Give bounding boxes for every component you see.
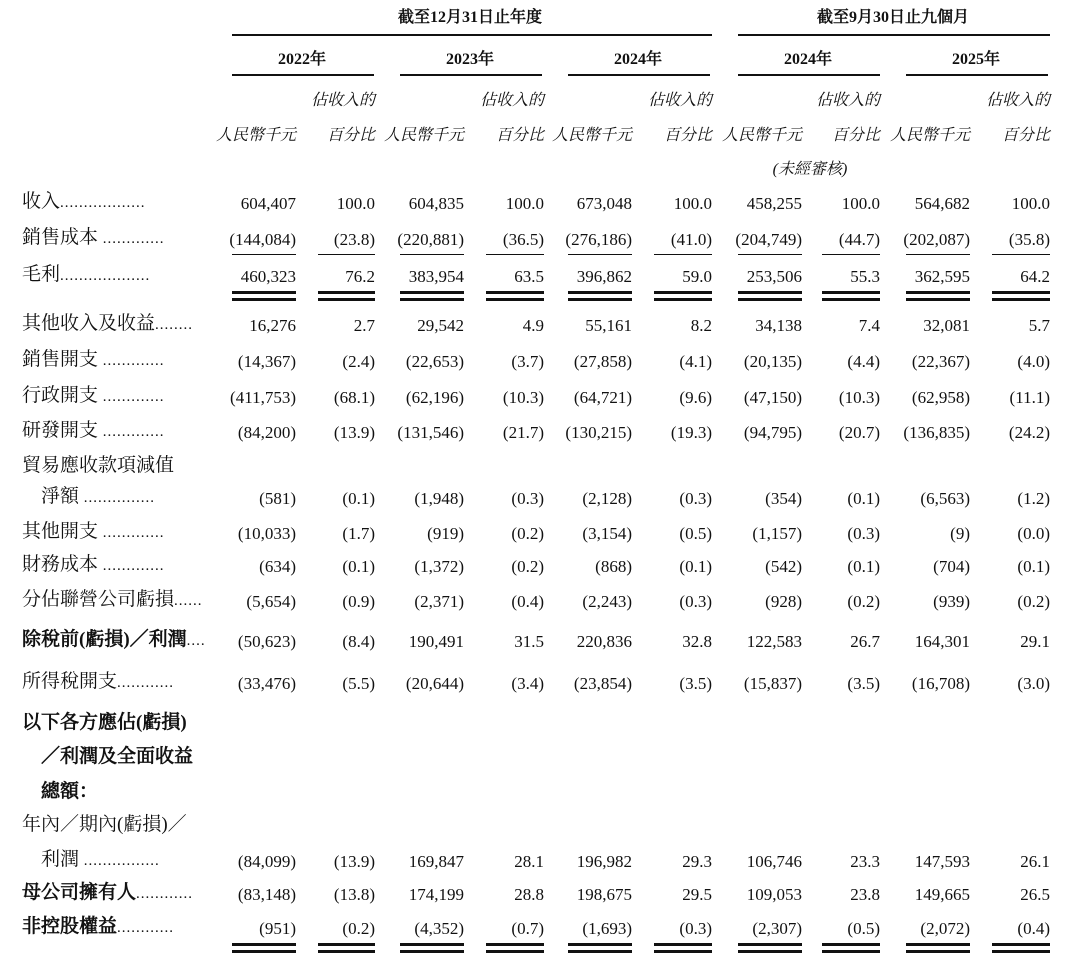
double-rule-top (992, 291, 1050, 294)
cell-value: (62,958) (911, 388, 970, 407)
cell-value: 16,276 (249, 316, 296, 335)
cell-value: (0.5) (679, 524, 712, 543)
cell-value: (2,243) (582, 592, 632, 611)
cell-value: 64.2 (1020, 267, 1050, 286)
double-rule-bottom (568, 298, 632, 301)
cell-value: (0.1) (342, 557, 375, 576)
group-rule-annual (232, 34, 712, 36)
row-label-text: 毛利 (22, 264, 61, 285)
row-label-text: 母公司擁有人 (22, 882, 137, 903)
cell-value: (41.0) (670, 230, 712, 249)
double-rule-top (822, 943, 880, 946)
row-label (22, 350, 165, 369)
double-rule-top (318, 943, 375, 946)
row-label-text: 銷售開支 (22, 349, 99, 370)
row-label-text: 貿易應收款項減值 (22, 455, 175, 476)
cell-value: 76.2 (345, 267, 375, 286)
cell-value: (10.3) (838, 388, 880, 407)
double-rule-top (568, 291, 632, 294)
cell-value: (3.5) (847, 674, 880, 693)
cell-value: (0.3) (847, 524, 880, 543)
year-rule (906, 74, 1048, 76)
pct-label-line1: 佔收入的 (815, 92, 880, 109)
row-label (22, 522, 165, 541)
cell-value: 5.7 (1028, 316, 1050, 335)
cell-value: (62,196) (405, 388, 464, 407)
row-label-text: 收入 (22, 191, 61, 212)
cell-value: (0.2) (342, 919, 375, 938)
row-label-text: ／利潤及全面收益 (22, 746, 194, 767)
cell-value: (3.7) (511, 352, 544, 371)
row-label (22, 747, 193, 766)
cell-value: (1.2) (1017, 489, 1050, 508)
pct-label-line2: 百分比 (495, 127, 544, 144)
double-rule-bottom (906, 298, 970, 301)
double-rule-top (654, 943, 712, 946)
double-rule-top (822, 291, 880, 294)
cell-value: (35.8) (1008, 230, 1050, 249)
pct-label-line1: 佔收入的 (985, 92, 1050, 109)
cell-value: 604,835 (408, 194, 464, 213)
cell-value: 604,407 (240, 194, 296, 213)
cell-value: 2.7 (353, 316, 375, 335)
year-rule (568, 74, 710, 76)
cell-value: 32.8 (682, 632, 712, 651)
double-rule-bottom (822, 950, 880, 953)
double-rule-top (906, 291, 970, 294)
cell-value: (27,858) (573, 352, 632, 371)
leader-dots: ........ (155, 317, 194, 333)
leader-dots: ............. (98, 231, 165, 247)
cell-value: 673,048 (576, 194, 632, 213)
row-label-text: 利潤 (22, 849, 80, 870)
year-header: 2025年 (951, 51, 1000, 68)
cell-value: (0.9) (342, 592, 375, 611)
leader-dots: ............ (117, 920, 175, 936)
cell-value: (94,795) (743, 423, 802, 442)
cell-value: (2,371) (414, 592, 464, 611)
leader-dots: .................. (60, 195, 146, 211)
pct-label-line2: 百分比 (1001, 127, 1050, 144)
row-label (22, 228, 165, 247)
cell-value: (11.1) (1009, 388, 1050, 407)
subtotal-rule (654, 254, 712, 255)
double-rule-bottom (654, 298, 712, 301)
cell-value: 109,053 (746, 885, 802, 904)
cell-value: (202,087) (903, 230, 970, 249)
amt-label: 人民幣千元 (383, 127, 464, 144)
cell-value: (0.3) (511, 489, 544, 508)
year-header: 2022年 (277, 51, 326, 68)
cell-value: (411,753) (230, 388, 296, 407)
subtotal-rule (400, 254, 464, 255)
double-rule-bottom (232, 950, 296, 953)
row-label-text: 行政開支 (22, 385, 99, 406)
row-label (22, 314, 193, 333)
cell-value: 198,675 (576, 885, 632, 904)
cell-value: (542) (765, 557, 802, 576)
row-label (22, 456, 174, 475)
double-rule-top (486, 291, 544, 294)
cell-value: (1.7) (342, 524, 375, 543)
cell-value: (4,352) (414, 919, 464, 938)
cell-value: (0.1) (342, 489, 375, 508)
cell-value: (20,644) (405, 674, 464, 693)
cell-value: (22,653) (405, 352, 464, 371)
cell-value: (22,367) (911, 352, 970, 371)
amt-label: 人民幣千元 (889, 127, 970, 144)
subtotal-rule (992, 254, 1050, 255)
cell-value: 4.9 (522, 316, 544, 335)
leader-dots: ............. (98, 389, 165, 405)
row-label (22, 850, 160, 869)
cell-value: (19.3) (670, 423, 712, 442)
cell-value: (23,854) (573, 674, 632, 693)
year-header: 2023年 (445, 51, 494, 68)
double-rule-top (906, 943, 970, 946)
subtotal-rule (486, 254, 544, 255)
cell-value: (0.5) (847, 919, 880, 938)
leader-dots: ............ (136, 886, 194, 902)
cell-value: 100.0 (336, 194, 375, 213)
cell-value: 26.5 (1020, 885, 1050, 904)
leader-dots: ............. (98, 558, 165, 574)
row-label (22, 672, 174, 691)
cell-value: 23.3 (850, 852, 880, 871)
cell-value: 63.5 (514, 267, 544, 286)
cell-value: 396,862 (576, 267, 632, 286)
amt-label: 人民幣千元 (721, 127, 802, 144)
cell-value: (0.1) (847, 489, 880, 508)
year-header: 2024年 (613, 51, 662, 68)
pct-label-line1: 佔收入的 (310, 92, 375, 109)
cell-value: (928) (765, 592, 802, 611)
unaudited-note: (未經審核) (772, 161, 848, 178)
cell-value: 122,583 (746, 632, 802, 651)
double-rule-bottom (906, 950, 970, 953)
double-rule-top (400, 291, 464, 294)
cell-value: (64,721) (573, 388, 632, 407)
subtotal-rule (232, 254, 296, 255)
cell-value: (20,135) (743, 352, 802, 371)
cell-value: 100.0 (1011, 194, 1050, 213)
cell-value: (204,749) (735, 230, 802, 249)
cell-value: (4.4) (847, 352, 880, 371)
double-rule-bottom (992, 950, 1050, 953)
double-rule-bottom (232, 298, 296, 301)
cell-value: (3.0) (1017, 674, 1050, 693)
double-rule-bottom (654, 950, 712, 953)
row-label-text: 所得稅開支 (22, 671, 118, 692)
cell-value: (8.4) (342, 632, 375, 651)
cell-value: (704) (933, 557, 970, 576)
cell-value: (13.9) (333, 852, 375, 871)
cell-value: (0.2) (511, 524, 544, 543)
row-label (22, 917, 174, 936)
cell-value: (15,837) (743, 674, 802, 693)
double-rule-top (738, 291, 802, 294)
cell-value: (1,157) (752, 524, 802, 543)
cell-value: (276,186) (565, 230, 632, 249)
cell-value: 29.1 (1020, 632, 1050, 651)
leader-dots: ...... (174, 593, 203, 609)
leader-dots: .... (186, 633, 206, 649)
double-rule-top (738, 943, 802, 946)
cell-value: 31.5 (514, 632, 544, 651)
cell-value: (0.1) (679, 557, 712, 576)
year-rule (738, 74, 880, 76)
cell-value: 32,081 (923, 316, 970, 335)
double-rule-top (232, 291, 296, 294)
cell-value: 28.1 (514, 852, 544, 871)
cell-value: (44.7) (838, 230, 880, 249)
cell-value: 26.1 (1020, 852, 1050, 871)
leader-dots: ............. (98, 525, 165, 541)
year-rule (400, 74, 542, 76)
group-header-interim: 截至9月30日止九個月 (816, 9, 969, 26)
cell-value: (0.3) (679, 489, 712, 508)
cell-value: 23.8 (850, 885, 880, 904)
cell-value: 26.7 (850, 632, 880, 651)
row-label (22, 386, 165, 405)
cell-value: (5.5) (342, 674, 375, 693)
cell-value: (1,693) (582, 919, 632, 938)
cell-value: (2,307) (752, 919, 802, 938)
cell-value: (23.8) (333, 230, 375, 249)
row-label-text: 以下各方應佔(虧損) (22, 712, 187, 733)
cell-value: 106,746 (746, 852, 802, 871)
amt-label: 人民幣千元 (215, 127, 296, 144)
cell-value: (0.4) (511, 592, 544, 611)
cell-value: (14,367) (237, 352, 296, 371)
double-rule-bottom (738, 298, 802, 301)
cell-value: 55,161 (585, 316, 632, 335)
leader-dots: ................ (79, 853, 160, 869)
cell-value: 174,199 (408, 885, 464, 904)
row-label (22, 555, 165, 574)
cell-value: (1,372) (414, 557, 464, 576)
cell-value: (21.7) (502, 423, 544, 442)
cell-value: (939) (933, 592, 970, 611)
cell-value: (10,033) (237, 524, 296, 543)
row-label (22, 782, 98, 801)
pct-label-line2: 百分比 (326, 127, 375, 144)
cell-value: 362,595 (914, 267, 970, 286)
cell-value: (10.3) (502, 388, 544, 407)
cell-value: (3,154) (582, 524, 632, 543)
double-rule-bottom (400, 950, 464, 953)
cell-value: 149,665 (914, 885, 970, 904)
double-rule-top (232, 943, 296, 946)
row-label-text: 淨額 (22, 486, 80, 507)
leader-dots: ................... (60, 268, 151, 284)
cell-value: (6,563) (920, 489, 970, 508)
cell-value: 28.8 (514, 885, 544, 904)
cell-value: (50,623) (237, 632, 296, 651)
leader-dots: ............ (117, 675, 175, 691)
year-rule (232, 74, 374, 76)
cell-value: (9) (950, 524, 970, 543)
cell-value: 55.3 (850, 267, 880, 286)
cell-value: (919) (427, 524, 464, 543)
row-label-text: 年內／期內(虧損)／ (22, 814, 187, 835)
cell-value: (0.7) (511, 919, 544, 938)
cell-value: 59.0 (682, 267, 712, 286)
cell-value: (951) (259, 919, 296, 938)
cell-value: (0.2) (511, 557, 544, 576)
cell-value: (84,099) (237, 852, 296, 871)
row-label-text: 總額： (22, 781, 99, 802)
cell-value: (47,150) (743, 388, 802, 407)
cell-value: (868) (595, 557, 632, 576)
double-rule-top (992, 943, 1050, 946)
cell-value: (13.9) (333, 423, 375, 442)
cell-value: 100.0 (673, 194, 712, 213)
cell-value: (20.7) (838, 423, 880, 442)
double-rule-bottom (400, 298, 464, 301)
cell-value: (130,215) (565, 423, 632, 442)
cell-value: (0.4) (1017, 919, 1050, 938)
row-label (22, 192, 146, 211)
cell-value: (1,948) (414, 489, 464, 508)
year-header: 2024年 (783, 51, 832, 68)
cell-value: 34,138 (755, 316, 802, 335)
cell-value: (2,072) (920, 919, 970, 938)
subtotal-rule (318, 254, 375, 255)
cell-value: (144,084) (229, 230, 296, 249)
row-label (22, 590, 203, 609)
cell-value: 383,954 (408, 267, 464, 286)
cell-value: 29.3 (682, 852, 712, 871)
cell-value: (220,881) (397, 230, 464, 249)
cell-value: 460,323 (240, 267, 296, 286)
double-rule-top (486, 943, 544, 946)
pct-label-line2: 百分比 (663, 127, 712, 144)
subtotal-rule (568, 254, 632, 255)
row-label-text: 非控股權益 (22, 916, 118, 937)
cell-value: (136,835) (903, 423, 970, 442)
cell-value: 147,593 (914, 852, 970, 871)
cell-value: 169,847 (408, 852, 464, 871)
cell-value: 220,836 (576, 632, 632, 651)
row-label (22, 487, 155, 506)
row-label-text: 分佔聯營公司虧損 (22, 589, 175, 610)
cell-value: (68.1) (333, 388, 375, 407)
subtotal-rule (822, 254, 880, 255)
double-rule-bottom (738, 950, 802, 953)
double-rule-top (400, 943, 464, 946)
cell-value: (5,654) (246, 592, 296, 611)
cell-value: (24.2) (1008, 423, 1050, 442)
cell-value: (36.5) (502, 230, 544, 249)
row-label-text: 其他收入及收益 (22, 313, 156, 334)
cell-value: (131,546) (397, 423, 464, 442)
cell-value: (0.2) (847, 592, 880, 611)
cell-value: 164,301 (914, 632, 970, 651)
cell-value: (3.4) (511, 674, 544, 693)
cell-value: (0.3) (679, 919, 712, 938)
row-label-text: 銷售成本 (22, 227, 99, 248)
double-rule-top (654, 291, 712, 294)
double-rule-bottom (992, 298, 1050, 301)
double-rule-top (568, 943, 632, 946)
double-rule-bottom (568, 950, 632, 953)
double-rule-bottom (318, 950, 375, 953)
cell-value: (3.5) (679, 674, 712, 693)
pct-label-line2: 百分比 (831, 127, 880, 144)
group-rule-interim (738, 34, 1050, 36)
cell-value: (4.1) (679, 352, 712, 371)
cell-value: (0.1) (847, 557, 880, 576)
pct-label-line1: 佔收入的 (647, 92, 712, 109)
cell-value: 8.2 (690, 316, 712, 335)
cell-value: 458,255 (746, 194, 802, 213)
cell-value: 29,542 (417, 316, 464, 335)
cell-value: 7.4 (858, 316, 880, 335)
pct-label-line1: 佔收入的 (479, 92, 544, 109)
row-label-text: 研發開支 (22, 420, 99, 441)
row-label (22, 630, 206, 649)
row-label (22, 265, 150, 284)
cell-value: (16,708) (911, 674, 970, 693)
cell-value: 253,506 (746, 267, 802, 286)
cell-value: (83,148) (237, 885, 296, 904)
row-label (22, 713, 187, 732)
cell-value: (0.1) (1017, 557, 1050, 576)
cell-value: (33,476) (237, 674, 296, 693)
double-rule-bottom (822, 298, 880, 301)
group-header-annual: 截至12月31日止年度 (397, 9, 542, 26)
cell-value: (13.8) (333, 885, 375, 904)
leader-dots: ............... (79, 490, 156, 506)
amt-label: 人民幣千元 (551, 127, 632, 144)
cell-value: (9.6) (679, 388, 712, 407)
cell-value: (2.4) (342, 352, 375, 371)
cell-value: (634) (259, 557, 296, 576)
row-label-text: 其他開支 (22, 521, 99, 542)
cell-value: (84,200) (237, 423, 296, 442)
cell-value: 29.5 (682, 885, 712, 904)
cell-value: 564,682 (914, 194, 970, 213)
double-rule-bottom (486, 298, 544, 301)
cell-value: (4.0) (1017, 352, 1050, 371)
cell-value: 196,982 (576, 852, 632, 871)
cell-value: (2,128) (582, 489, 632, 508)
double-rule-bottom (486, 950, 544, 953)
subtotal-rule (738, 254, 802, 255)
subtotal-rule (906, 254, 970, 255)
cell-value: 100.0 (505, 194, 544, 213)
leader-dots: ............. (98, 424, 165, 440)
row-label (22, 883, 193, 902)
cell-value: (0.2) (1017, 592, 1050, 611)
row-label (22, 421, 165, 440)
row-label (22, 815, 187, 834)
row-label-text: 除稅前(虧損)／利潤 (22, 629, 187, 650)
cell-value: 190,491 (408, 632, 464, 651)
cell-value: (581) (259, 489, 296, 508)
row-label-text: 財務成本 (22, 554, 99, 575)
cell-value: (0.0) (1017, 524, 1050, 543)
cell-value: (354) (765, 489, 802, 508)
double-rule-bottom (318, 298, 375, 301)
cell-value: (0.3) (679, 592, 712, 611)
double-rule-top (318, 291, 375, 294)
cell-value: 100.0 (841, 194, 880, 213)
leader-dots: ............. (98, 353, 165, 369)
